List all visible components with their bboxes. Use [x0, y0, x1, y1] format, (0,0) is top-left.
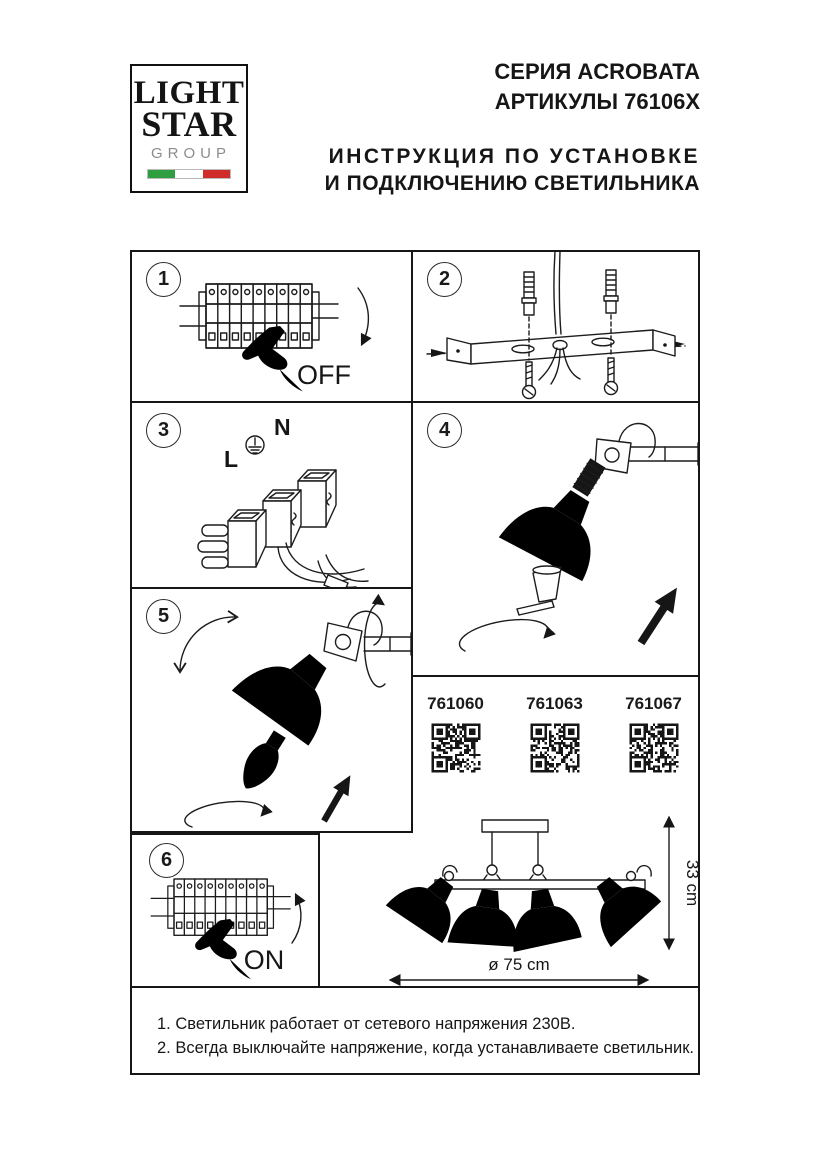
- italian-flag-bar: [147, 169, 231, 179]
- breaker-off-illustration: [132, 252, 411, 401]
- header-titles: [325, 57, 700, 197]
- step-5-number: 5: [146, 599, 181, 634]
- left-arrow-icon: [431, 349, 447, 357]
- bracket-center-hole: [553, 341, 567, 350]
- instruction-title-line2: И ПОДКЛЮЧЕНИЮ СВЕТИЛЬНИКА: [324, 172, 700, 195]
- terminal-l-label: L: [224, 446, 239, 472]
- step-4-panel: [411, 401, 700, 677]
- qr-section: [411, 675, 700, 988]
- articles-title: АРТИКУЛЫ 76106X: [494, 89, 700, 114]
- qr-code: [526, 719, 584, 777]
- wire-stub: [198, 541, 228, 552]
- screw-icon: [605, 358, 618, 395]
- flag-red: [203, 170, 230, 178]
- wire-stub: [202, 557, 228, 568]
- breaker-on-illustration: [132, 835, 318, 986]
- step-3-panel: [130, 401, 413, 589]
- terminal-block: [228, 510, 266, 567]
- terminal-block: [298, 470, 336, 527]
- step-4-number: 4: [427, 413, 462, 448]
- instruction-title-line1: ИНСТРУКЦИЯ ПО УСТАНОВКЕ: [328, 145, 700, 168]
- fixing-ring: [517, 601, 554, 615]
- wall-anchor-icon: [522, 272, 536, 315]
- shade-assembly-illustration: [413, 403, 698, 675]
- wall-anchor-icon: [604, 270, 618, 313]
- screw-icon: [523, 362, 536, 399]
- earth-symbol-icon: [246, 436, 264, 454]
- qr-code: [427, 719, 485, 777]
- off-label: OFF: [297, 360, 351, 390]
- logo-group-text: GROUP: [150, 145, 231, 163]
- note-line-2: 2. Всегда выключайте напряжение, когда устанавливаете светильник.: [157, 1039, 695, 1057]
- qr-item: [516, 694, 594, 782]
- height-dimension-label: 33 cm: [683, 859, 702, 907]
- flag-green: [148, 170, 175, 178]
- step-2-panel: [411, 250, 700, 403]
- socket-cup: [533, 566, 561, 602]
- step-6-panel: [130, 833, 320, 988]
- terminal-n-label: N: [274, 414, 291, 440]
- bracket-mounting-illustration: [413, 252, 698, 401]
- turn-on-arrow: [292, 895, 301, 943]
- step-6-number: 6: [149, 843, 184, 878]
- step-2-number: 2: [427, 262, 462, 297]
- wire-stub: [202, 525, 228, 536]
- bracket-hole: [512, 345, 534, 353]
- candle-bulb: [233, 726, 292, 796]
- logo-light-text: LIGHT: [133, 75, 245, 111]
- terminal-wiring-illustration: [132, 403, 411, 587]
- turn-off-arrow: [358, 288, 368, 344]
- article-number: 761067: [625, 694, 682, 713]
- rotate-arrow: [459, 620, 548, 651]
- insert-direction-arrow: [316, 771, 358, 826]
- tilt-arrow: [180, 617, 236, 671]
- logo-star-text: STAR: [141, 104, 237, 145]
- qr-code: [625, 719, 683, 777]
- step-1-number: 1: [146, 262, 181, 297]
- diameter-dimension-label: ø 75 cm: [488, 955, 550, 974]
- series-title: СЕРИЯ ACROBATA: [494, 59, 700, 84]
- note-line-1: 1. Светильник работает от сетевого напряжения 230В.: [157, 1015, 576, 1033]
- adjustment-bulb-illustration: [132, 589, 411, 831]
- notes-section: [130, 986, 700, 1075]
- step-3-number: 3: [146, 413, 181, 448]
- flag-white: [175, 170, 202, 178]
- attach-direction-arrow: [632, 582, 686, 649]
- qr-item: [417, 694, 495, 782]
- article-number: 761063: [526, 694, 583, 713]
- ceiling-wire: [554, 252, 556, 334]
- on-label: ON: [243, 945, 285, 975]
- step-1-panel: [130, 250, 413, 403]
- lightstar-logo: [130, 64, 248, 193]
- terminal-block: [263, 490, 301, 547]
- qr-item: [615, 694, 693, 782]
- supply-wires: [278, 543, 364, 582]
- screw-bulb-arrow: [185, 801, 264, 827]
- step-5-panel: [130, 587, 413, 833]
- article-number: 761060: [427, 694, 484, 713]
